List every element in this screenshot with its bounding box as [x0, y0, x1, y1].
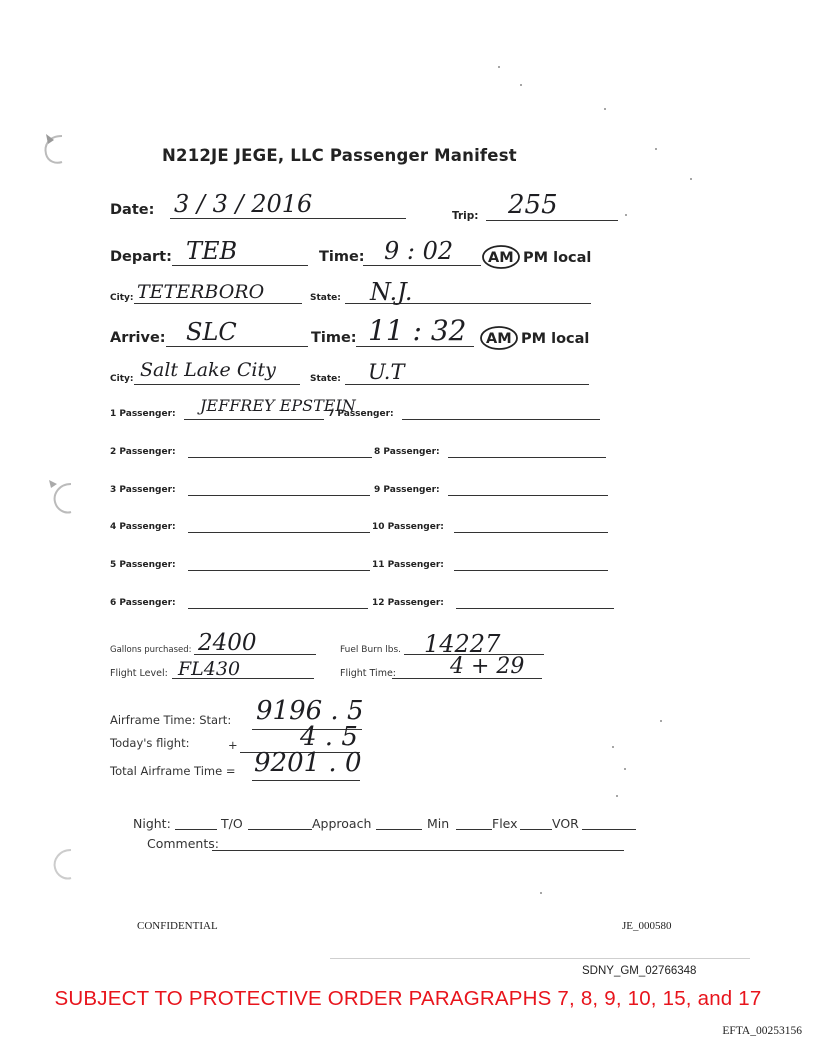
- passenger-7-label: 7 Passenger:: [328, 409, 394, 419]
- scan-speck: [624, 768, 626, 770]
- todays-flight-plus: +: [228, 738, 238, 752]
- depart-value: TEB: [186, 237, 238, 265]
- passenger-5-line: [188, 570, 370, 571]
- passenger-1-value: JEFFREY EPSTEIN: [200, 396, 356, 415]
- passenger-3-line: [188, 495, 370, 496]
- passenger-11-line: [454, 570, 608, 571]
- am-circle-mark: [480, 243, 522, 271]
- airframe-start-value: 9196 . 5: [256, 696, 364, 726]
- comments-line: [212, 850, 624, 851]
- hole-punch-bottom: [45, 844, 75, 884]
- date-line: [170, 218, 406, 219]
- scan-speck: [660, 720, 662, 722]
- scan-speck: [520, 84, 522, 86]
- am-circle-mark: [478, 324, 520, 352]
- passenger-1-label: 1 Passenger:: [110, 409, 176, 419]
- todays-flight-value: 4 . 5: [300, 722, 358, 752]
- confidential-stamp: CONFIDENTIAL: [137, 920, 218, 932]
- arrive-time-label: Time:: [311, 330, 357, 346]
- depart-time-label: Time:: [319, 249, 365, 265]
- depart-pm-local: PM local: [523, 250, 592, 266]
- passenger-3-label: 3 Passenger:: [110, 485, 176, 495]
- page-bottom-edge: [330, 958, 750, 959]
- takeoff-line: [248, 829, 312, 830]
- arrive-city-line: [134, 384, 300, 385]
- trip-line: [486, 220, 618, 221]
- depart-city-line: [134, 303, 302, 304]
- depart-time-value: 9 : 02: [384, 237, 454, 265]
- hole-punch-middle: [45, 478, 75, 518]
- arrive-label: Arrive:: [110, 330, 166, 346]
- arrive-state-label: State:: [310, 374, 341, 384]
- fuel-burn-label: Fuel Burn lbs.: [340, 645, 402, 655]
- scan-speck: [498, 66, 500, 68]
- arrive-am: AM: [486, 331, 512, 347]
- gallons-label: Gallons purchased:: [110, 645, 192, 655]
- passenger-7-line: [402, 419, 600, 420]
- vor-label: VOR: [552, 816, 579, 831]
- scan-speck: [604, 108, 606, 110]
- passenger-2-label: 2 Passenger:: [110, 447, 176, 457]
- arrive-line: [166, 346, 308, 347]
- passenger-12-label: 12 Passenger:: [372, 598, 444, 608]
- arrive-value: SLC: [186, 318, 237, 346]
- passenger-6-label: 6 Passenger:: [110, 598, 176, 608]
- depart-state-label: State:: [310, 293, 341, 303]
- passenger-5-label: 5 Passenger:: [110, 560, 176, 570]
- depart-state-value: N.J.: [370, 278, 413, 306]
- sdny-bates-number: SDNY_GM_02766348: [582, 965, 697, 977]
- efta-number: EFTA_00253156: [722, 1025, 802, 1037]
- protective-order-notice: SUBJECT TO PROTECTIVE ORDER PARAGRAPHS 7, 8, 9, 10, 15, and 17: [54, 987, 762, 1010]
- arrive-pm-local: PM local: [521, 331, 590, 347]
- fuel-burn-value: 14227: [424, 630, 501, 658]
- passenger-1-line: [184, 419, 324, 420]
- passenger-4-label: 4 Passenger:: [110, 522, 176, 532]
- flight-level-label: Flight Level:: [110, 668, 168, 679]
- passenger-10-line: [454, 532, 608, 533]
- depart-line: [172, 265, 308, 266]
- min-line: [456, 829, 492, 830]
- takeoff-label: T/O: [221, 816, 243, 831]
- flight-time-label: Flight Time:: [340, 668, 396, 679]
- flight-level-value: FL430: [178, 658, 241, 680]
- todays-flight-label: Today's flight:: [110, 736, 190, 750]
- passenger-9-line: [448, 495, 608, 496]
- night-label: Night:: [133, 816, 171, 831]
- approach-label: Approach: [312, 816, 372, 831]
- depart-city-value: TETERBORO: [137, 281, 265, 303]
- arrive-city-value: Salt Lake City: [140, 359, 276, 381]
- total-airframe-label: Total Airframe Time =: [110, 764, 236, 778]
- passenger-9-label: 9 Passenger:: [374, 485, 440, 495]
- passenger-8-line: [448, 457, 606, 458]
- manifest-title: N212JE JEGE, LLC Passenger Manifest: [162, 146, 517, 165]
- night-line: [175, 829, 217, 830]
- arrive-state-value: U.T: [368, 360, 405, 384]
- depart-label: Depart:: [110, 249, 172, 265]
- passenger-6-line: [188, 608, 368, 609]
- passenger-8-label: 8 Passenger:: [374, 447, 440, 457]
- airframe-start-label: Airframe Time: Start:: [110, 713, 232, 727]
- je-bates-number: JE_000580: [622, 920, 672, 932]
- passenger-4-line: [188, 532, 370, 533]
- date-value: 3 / 3 / 2016: [174, 190, 313, 218]
- scan-speck: [625, 214, 627, 216]
- date-label: Date:: [110, 202, 155, 218]
- total-airframe-line: [252, 780, 360, 781]
- depart-time-line: [363, 265, 481, 266]
- trip-label: Trip:: [452, 210, 479, 222]
- vor-line: [582, 829, 636, 830]
- total-airframe-value: 9201 . 0: [254, 748, 362, 778]
- arrive-city-label: City:: [110, 374, 134, 384]
- scan-speck: [540, 892, 542, 894]
- scan-speck: [690, 178, 692, 180]
- flight-time-value: 4 + 29: [450, 654, 525, 679]
- passenger-11-label: 11 Passenger:: [372, 560, 444, 570]
- scan-speck: [616, 795, 618, 797]
- depart-am: AM: [488, 250, 514, 266]
- trip-value: 255: [508, 190, 558, 220]
- passenger-10-label: 10 Passenger:: [372, 522, 444, 532]
- passenger-2-line: [188, 457, 372, 458]
- comments-label: Comments:: [147, 836, 219, 851]
- min-label: Min: [427, 816, 450, 831]
- scan-speck: [655, 148, 657, 150]
- passenger-12-line: [456, 608, 614, 609]
- scan-speck: [612, 746, 614, 748]
- flex-label: Flex: [492, 816, 518, 831]
- flex-line: [520, 829, 552, 830]
- hole-punch-top: [40, 132, 70, 166]
- depart-city-label: City:: [110, 293, 134, 303]
- arrive-time-value: 11 : 32: [368, 314, 467, 347]
- gallons-value: 2400: [198, 630, 257, 656]
- approach-line: [376, 829, 422, 830]
- arrive-state-line: [345, 384, 589, 385]
